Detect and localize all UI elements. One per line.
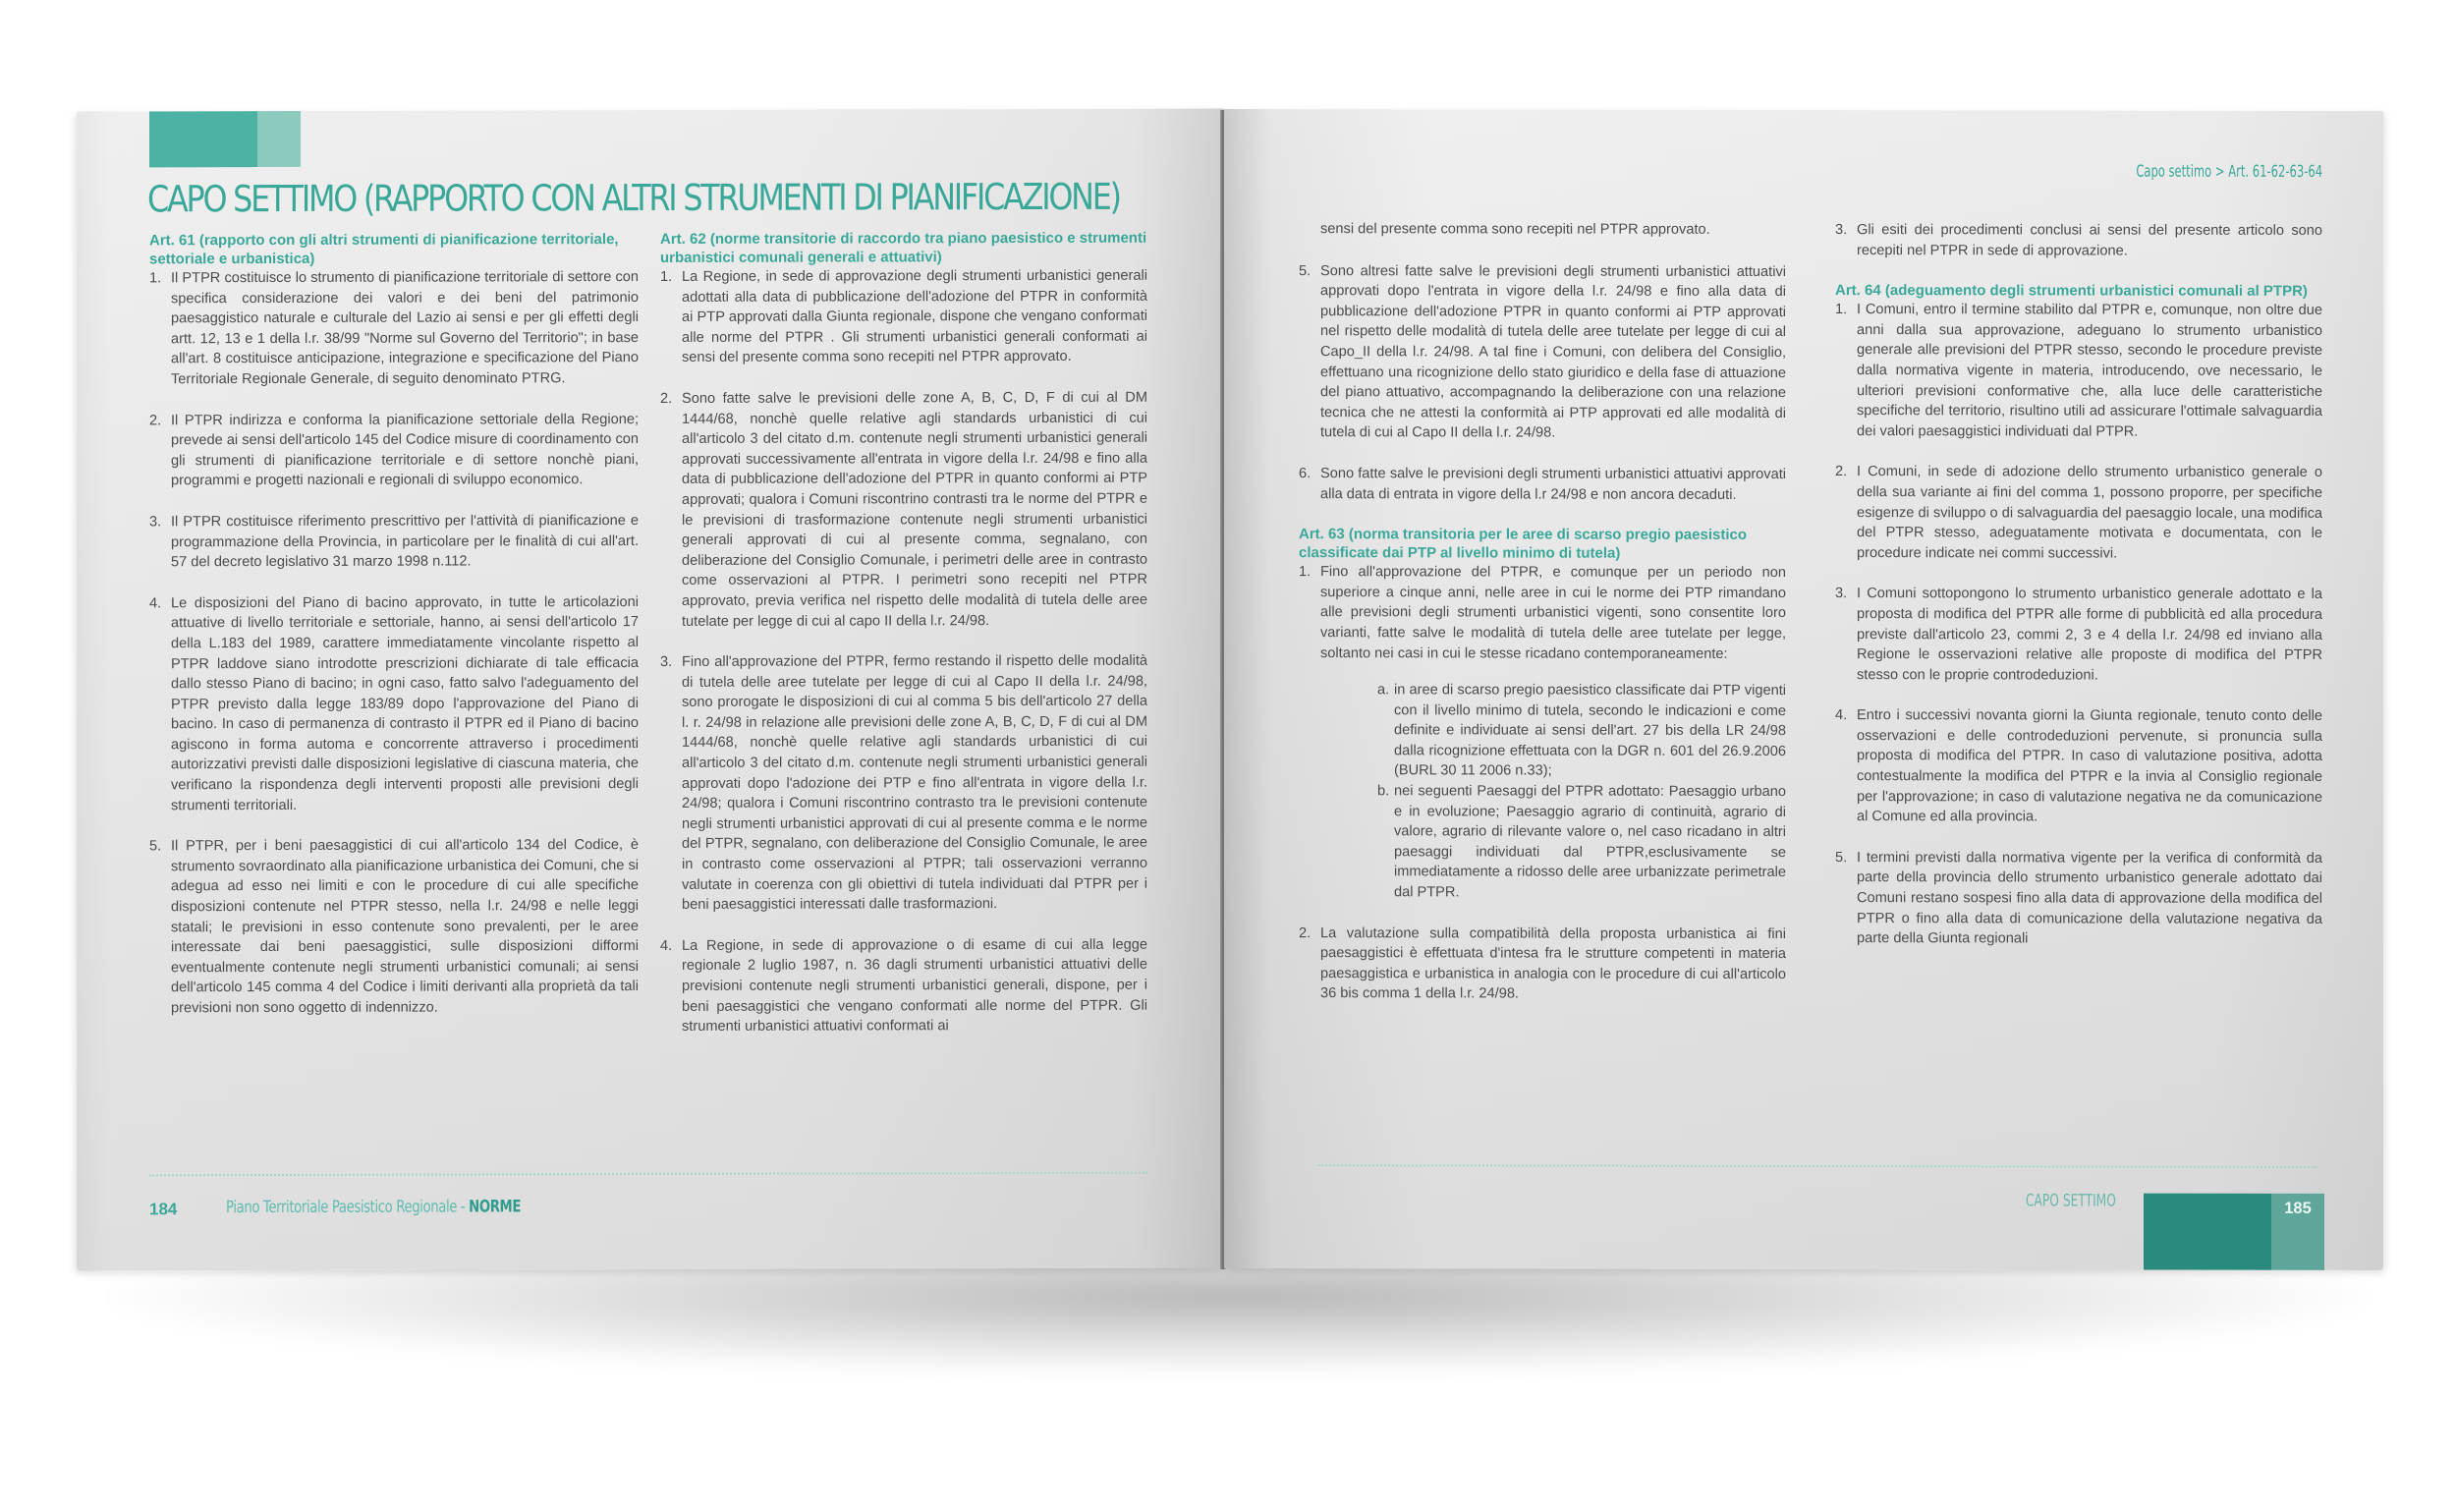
- left-page: [77, 108, 1224, 1270]
- item-number: 3.: [660, 654, 673, 671]
- chapter-title: CAPO SETTIMO (RAPPORTO CON ALTRI STRUMENTI DI PIANIFICAZIONE): [147, 175, 1120, 221]
- art63-sublist: [1377, 680, 1786, 903]
- art62-item: [1299, 261, 1786, 444]
- art62-item: [660, 934, 1147, 1036]
- art64-item: [1835, 584, 2322, 686]
- item-text: Il PTPR indirizza e conforma la pianificazione settoriale della Regione; prevede ai sensi dell'articolo 145 del Codice misure di coordinamento con gli strumenti di pianificazione territoriale e di settore nonchè piani, programmi e progetti nazionali e regionali di sviluppo economico.: [171, 411, 639, 489]
- art62-item: [660, 266, 1147, 368]
- art64-heading: Art. 64 (adeguamento degli strumenti urbanistici comunali al PTPR): [1835, 282, 2308, 301]
- left-column-art62: [660, 229, 1147, 1058]
- item-text: Fino all'approvazione del PTPR, fermo restando il rispetto delle modalità di tutela delle aree tutelate per legge di cui al Capo II della l.r. 24/98, sono prorogate le disposizioni di cui al comma 5 bis dell'articolo 27 della l. r. 24/98 in relazione alle previsioni delle zone A, B, C, D, F di cui al DM 1444/68, nonchè quelle relative agli standards urbanistici di cui all'articolo 3 del citato d.m. contenute negli strumenti urbanistici generali approvati dopo l'adozione dei PTP e fino all'entrata in vigore della l.r. 24/98; qualora i Comuni riscontrino contrasto tra le previsioni contenute negli strumenti urbanistici approvati di cui al presente comma e le norme del PTPR, segnalano, con deliberazione del Consiglio Comunale, le aree in contrasto come osservazioni al PTPR; tali osservazioni verranno valutate in coerenza con gli obiettivi di tutela individuati dal PTPR per i beni paesaggistici interessati dalle trasformazioni.: [682, 652, 1147, 914]
- chapter-tab-marker: [149, 111, 301, 167]
- art62-heading: Art. 62 (norme transitorie di raccordo tra piano paesistico e strumenti urbanistici comunali generali e attuativi): [660, 229, 1147, 266]
- running-title-bold: NORME: [469, 1197, 522, 1217]
- item-number: 3.: [1835, 586, 1848, 602]
- art62-item: [660, 388, 1147, 632]
- item-text: Il PTPR costituisce lo strumento di pianificazione territoriale di settore con specifica considerazione dei valori e dei beni del patrimonio paesaggistico naturale e culturale del Lazio ai sensi e per gli effetti degli artt. 12, 13 e 1 della l.r. 38/99 "Norme sul Governo del Territorio"; in base all'art. 8 costituisce anticipazione, integrazione e specificazione del Piano Territoriale Regionale Generale, di seguito denominato PTRG.: [171, 269, 639, 388]
- item-text: Entro i successivi novanta giorni la Giunta regionale, tenuto conto delle osservazioni e delle controdeduzioni pervenute, si pronuncia sulla proposta di modifica del PTPR. In caso di valutazione positiva, adotta contestualmente la modifica del PTPR e la invia al Consiglio regionale per l'approvazione; in caso di valutazione negativa ne da comunicazione al Comune ed alla provincia.: [1857, 707, 2322, 825]
- art62-item: [1299, 464, 1786, 505]
- item-number: 2.: [660, 390, 673, 407]
- item-number: 2.: [149, 412, 162, 428]
- item-number: 1.: [1835, 302, 1848, 318]
- right-column-2: [1835, 220, 2322, 971]
- right-column-1: [1299, 219, 1786, 1026]
- art63-item: [1299, 562, 1786, 664]
- subitem-letter: b.: [1377, 783, 1390, 800]
- item-text: I Comuni sottopongono lo strumento urbanistico generale adottato e la proposta di modifica del PTPR alle forme di pubblicità ed alla procedura previste dall'articolo 23, commi 2, 3 e 4 della l.r. 24/98 ed inviano alla Regione le osservazioni relative alle proposte di modifica del PTPR stesso con le proprie controdeduzioni.: [1857, 586, 2322, 684]
- item-number: 5.: [149, 838, 162, 855]
- corner-marker-dark: [2144, 1194, 2271, 1270]
- art64-item: [1835, 705, 2322, 827]
- art61-item: [149, 835, 639, 1019]
- item-number: 1.: [660, 268, 673, 285]
- subitem-text: in aree di scarso pregio paesistico classificate dai PTP vigenti con il livello minimo di tutela, secondo le indicazioni e come definite e individuate ai sensi dell'art. 27 bis della LR 24/98 dalla ricognizione effettuata con la DGR n. 601 del 26.9.2006 (BURL 30 11 2006 n.33);: [1394, 682, 1786, 780]
- item-number: 2.: [1835, 464, 1848, 480]
- subitem-text: nei seguenti Paesaggi del PTPR adottato: Paesaggio urbano e in evoluzione; Paesaggio agrario di continuità, agrario di valore, agrario di rilevante valore o, nel caso ricadano in altri paesaggi individuati dal PTPR,esclusivamente se immediatamente a ridosso delle aree urbanizzate perimetrale dal PTPR.: [1394, 783, 1786, 901]
- art61-item: [149, 267, 639, 390]
- page-corner-marker: [2144, 1194, 2324, 1270]
- art63-subitem: [1377, 781, 1786, 903]
- item-text: Le disposizioni del Piano di bacino approvato, in tutte le articolazioni attuative di livello territoriale e settoriale, hanno, ai sensi dell'articolo 17 della L.183 del 1989, carattere immediatamente vincolante rispetto al PTPR laddove siano introdotte prescrizioni dichiarate di tale efficacia dallo stesso Piano di bacino; in ogni caso, fatto salvo l'adeguamento del PTPR previsto dalla legge 183/89 dopo l'approvazione del Piano di bacino. In caso di permanenza di contrasto il PTPR ed il Piano di bacino agiscono in forma automa e concorrente attraverso i procedimenti autorizzativi previsti dalle disposizioni legislative di ciascuna materia, che verificano la rispondenza degli interventi proposti alle previsioni degli strumenti territoriali.: [171, 593, 639, 813]
- page-number: 184: [149, 1200, 178, 1219]
- art64-item: [1835, 300, 2322, 442]
- item-text: La Regione, in sede di approvazione o di esame di cui alla legge regionale 2 luglio 1987, n. 36 dagli strumenti urbanistici attuativi delle previsioni contenute negli strumenti urbanistici generali, dispone, per i beni paesaggistici che vengano conformati alle norme del PTPR. Gli strumenti urbanistici attuativi conformati ai: [682, 936, 1147, 1036]
- art61-item: [149, 410, 639, 492]
- item-text: Fino all'approvazione del PTPR, e comunque per un periodo non superiore a cinque anni, nelle aree in cui le norme dei PTP rimandano alle previsioni degli strumenti urbanistici vigenti, sono consentite loro varianti, fatte salve le modalità di tutela delle aree tutelate per legge, soltanto nei casi in cui le stesse ricadano contemporaneamente:: [1320, 564, 1786, 662]
- item-text: Gli esiti dei procedimenti conclusi ai sensi del presente articolo sono recepiti nel PTPR in sede di approvazione.: [1857, 222, 2322, 259]
- breadcrumb: Capo settimo > Art. 61-62-63-64: [2136, 161, 2322, 181]
- item-number: 4.: [1835, 707, 1848, 724]
- item-number: 5.: [1299, 262, 1312, 279]
- art64-item: [1835, 848, 2322, 950]
- item-text: I termini previsti dalla normativa vigente per la verifica di conformità da parte della provincia dello strumento urbanistico generale adottato dai Comuni restano sospesi fino alla data di approvazione della modifica del PTPR o fino alla data di comunicazione della valutazione negativa da parte della Giunta regionali: [1857, 849, 2322, 947]
- left-column-art61: [149, 230, 639, 1039]
- page-number: 185: [2271, 1194, 2324, 1270]
- footer-divider: [149, 1172, 1147, 1177]
- art64-item: [1835, 462, 2322, 564]
- tab-marker-light: [257, 111, 301, 167]
- item-text: La valutazione sulla compatibilità della proposta urbanistica ai fini paesaggistici è effettuata d'intesa fra le strutture competenti in materia paesaggistica e urbanistica in analogia con le procedure di cui all'articolo 36 bis comma 1 della l.r. 24/98.: [1320, 924, 1786, 1002]
- item-text: I Comuni, in sede di adozione dello strumento urbanistico generale o della sua variante ai fini del comma 1, possono proporre, per specifiche esigenze di sviluppo o di salvaguardia del paesaggio locale, una modifica del PTPR stesso, adeguatamente motivata e documentata, con le procedure indicate nei commi successivi.: [1857, 464, 2322, 562]
- item-number: 3.: [1835, 222, 1848, 239]
- art61-heading: Art. 61 (rapporto con gli altri strumenti di pianificazione territoriale, settoriale e urbanistica): [149, 231, 619, 268]
- item-text: I Comuni, entro il termine stabilito dal PTPR e, comunque, non oltre due anni dalla sua approvazione, adeguano lo strumento urbanistico generale alle previsioni del PTPR stesso, secondo le procedure previste dalla normativa vigente in materia, introducendo, ove necessario, le ulteriori previsioni conformative che, alla luce delle caratteristiche specifiche del territorio, risultino utili ad assicurare l'ottimale salvaguardia dei valori paesaggistici individuati dal PTPR.: [1857, 302, 2322, 440]
- right-page: [1224, 109, 2383, 1270]
- item-text: La Regione, in sede di approvazione degli strumenti urbanistici generali adottati alla data di pubblicazione dell'adozione del PTPR in conformità ai PTP approvati dalla Giunta regionale, dispone che vengano conformati alle norme del PTPR . Gli strumenti urbanistici generali conformati ai sensi del presente comma sono recepiti nel PTPR approvato.: [682, 267, 1147, 366]
- art63-heading: Art. 63 (norma transitoria per le aree di scarso pregio paesistico classificate dai PTP al livello minimo di tutela): [1299, 526, 1747, 562]
- item-text: Sono fatte salve le previsioni degli strumenti urbanistici attuativi approvati alla data di entrata in vigore della l.r 24/98 e non ancora decaduti.: [1320, 466, 1786, 503]
- item-text: Il PTPR, per i beni paesaggistici di cui all'articolo 134 del Codice, è strumento sovraordinato alla pianificazione urbanistica dei Comuni, che si adegua ad esso nei limiti e con le procedure di cui alle specifiche disposizioni contenute nel PTPR stesso, nella l.r. 24/98 e nelle leggi statali; le previsioni in esso contenute sono prevalenti, per le aree interessate dai beni paesaggistici, sulle disposizioni difformi eventualmente contenute negli strumenti urbanistici comunali; ai sensi dell'articolo 145 comma 4 del Codice i limiti derivanti alla proprietà da tali previsioni non sono oggetto di indennizzo.: [171, 837, 639, 1017]
- item-number: 5.: [1835, 849, 1848, 866]
- tab-marker-dark: [149, 111, 257, 167]
- art63-subitem: [1377, 680, 1786, 782]
- art61-item: [149, 511, 639, 573]
- item-number: 2.: [1299, 924, 1312, 941]
- item-number: 3.: [149, 514, 162, 531]
- art62-continuation: sensi del presente comma sono recepiti nel PTPR approvato.: [1320, 221, 1710, 238]
- running-title-text: Piano Territoriale Paesistico Regionale -: [226, 1197, 470, 1218]
- art61-item: [149, 592, 639, 816]
- footer-divider: [1318, 1164, 2316, 1168]
- running-title: [226, 1197, 521, 1217]
- item-text: Il PTPR costituisce riferimento prescrittivo per l'attività di pianificazione e programmazione della Provincia, in particolare per le finalità di cui all'art. 57 del decreto legislativo 31 marzo 1998 n.112.: [171, 512, 639, 571]
- subitem-letter: a.: [1377, 682, 1390, 699]
- item-number: 1.: [1299, 564, 1312, 581]
- running-title: CAPO SETTIMO: [2026, 1191, 2116, 1211]
- item-text: Sono fatte salve le previsioni delle zone A, B, C, D, F di cui al DM 1444/68, nonchè quelle relative agli standards urbanistici di cui all'articolo 3 del citato d.m. contenute negli strumenti urbanistici generali approvati successivamente all'entrata in vigore della l.r. 24/98 e fino alla data di pubblicazione dell'adozione del PTPR in quanto conformi ai PTP approvati; qualora i Comuni riscontrino contrasti tra le norme del PTPR e le previsioni di trasformazione contenute negli strumenti urbanistici generali approvati di cui al presente comma, segnalano, con deliberazione del Consiglio Comunale, i perimetri delle aree in contrasto come osservazioni al PTPR. I perimetri sono recepiti nel PTPR approvato, previa verifica nel rispetto delle modalità di tutela delle aree tutelate per legge di cui al capo II della l.r. 24/98.: [682, 389, 1147, 630]
- item-number: 1.: [149, 270, 162, 287]
- item-number: 6.: [1299, 466, 1312, 482]
- art62-item: [660, 651, 1147, 916]
- item-text: Sono altresi fatte salve le previsioni degli strumenti urbanistici attuativi approvati dopo l'entrata in vigore della l.r. 24/98 e fino alla data di pubblicazione dell'adozione PTPR in quanto conformi ai PTP approvati nel rispetto delle modalità di tutela delle aree tutelate per legge di cui al Capo_II della l.r. 24/98. A tal fine i Comuni, con delibera del Consiglio, effettuano una ricognizione dello stato giuridico e della fase di attuazione del piano attuativo, accompagnando la deliberazione con una relazione tecnica che ne attesti la conformità ai PTP approvati ed alle modalità di tutela di cui al Capo II della l.r. 24/98.: [1320, 262, 1786, 441]
- art63-item: [1299, 924, 1786, 1005]
- art63-item: [1835, 220, 2322, 261]
- item-number: 4.: [660, 937, 673, 954]
- item-number: 4.: [149, 595, 162, 612]
